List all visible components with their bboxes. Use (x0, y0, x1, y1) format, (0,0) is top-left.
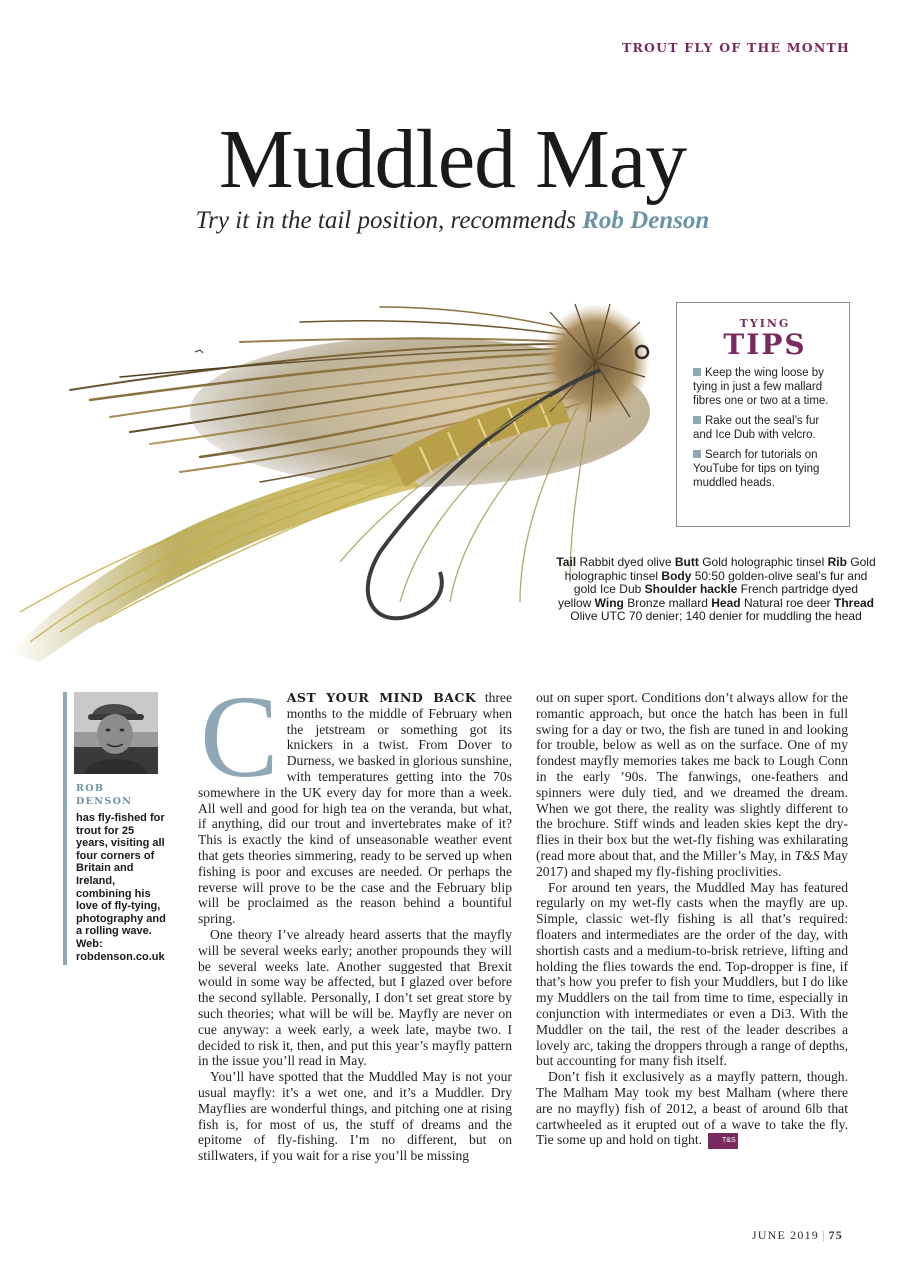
magazine-name: T&S (794, 847, 820, 863)
body-paragraph: One theory I’ve already heard asserts that the mayfly will be several weeks early; another propounds they will be several weeks late. Another suggested that Brexit would in some way be affected, but I glazed over before the second syllable. Personally, I don’t set great store by such theories; what will be will be. Mayfly are never on cue anyway: a week early, a week late, maybe two. I decided to risk it, then, and put this year’s mayfly pattern in the issue you’ll read in May. (198, 926, 512, 1069)
body-column-2 (536, 690, 848, 1149)
author-first-name: ROB (76, 783, 105, 794)
drop-cap: C (200, 671, 279, 802)
recipe-key: Body (661, 568, 692, 583)
stray-fibre (195, 350, 203, 353)
end-mark-icon: T&S (708, 1133, 738, 1149)
folio-separator: | (821, 1228, 826, 1242)
bullet-square-icon (693, 450, 701, 458)
recipe-value: Gold holographic tinsel (698, 555, 828, 569)
body-column-1 (198, 671, 512, 1164)
recipe-key: Rib (827, 555, 847, 569)
recipe-value: French partridge dyed yellow (557, 582, 859, 610)
body-paragraph (536, 690, 848, 880)
paragraph-text: three months to the middle of February when the jetstream or something got its knickers in a twist. From Dover to Durness, we basked in glorious sunshine, with temperatures getting into the 70s somewhere in the UK every day for more than a week. All well and good for high tea on the veranda, but what, if anything, did our trout and invertebrates make of it? This is exactly the kind of unseasonable weather event that gets theories simmering, ready to be served up when fishing is poor and excuses are needed. Or perhaps the reverse will prove to be the case and the February blip will be proclaimed as the reason behind a bountiful spring. (198, 690, 512, 927)
page-number: 75 (828, 1228, 843, 1242)
recipe-value: Gold holographic tinsel (564, 555, 876, 583)
recipe-value: 50:50 golden-olive seal’s fur and gold Ice Dub (573, 568, 868, 597)
author-last-name: DENSON (76, 796, 133, 807)
body-paragraph: You’ll have spotted that the Muddled May is not your usual mayfly: it’s a wet one, and it’s a Muddler. Dry Mayflies are wonderful things, and pitching one at rising fish is, for most of us, the stuff of dreams and the epitome of fly-fishing. I’m no different, but on stillwaters, if you wait for a rise you’ll be missing (198, 1069, 512, 1164)
tip-text: Keep the wing loose by tying in just a few mallard fibres one or two at a time. (693, 367, 829, 407)
bio-accent-bar (63, 692, 67, 965)
tips-label-small: TYING (739, 317, 791, 330)
tip-item (693, 366, 837, 408)
recipe-value: Natural roe deer (740, 595, 834, 610)
tip-item (693, 448, 837, 490)
paragraph-text: out on super sport. Conditions don’t always allow for the romantic approach, but once the hatch has been in full swing for a day or two, the fish are tuned in and looking for trouble, below as well as on the surface. One of my fondest mayfly memories takes me back to Lough Conn in the early ’90s. The fanwings, one-feathers and spinners were duly tied, and we dreamed the dream. When we got there, the reality was slightly different to the brochure. Stiff winds and leaden skies kept the dry-flies in their box but the wet-fly fishing was exhilarating (read more about that, and the Miller’s May, in (536, 690, 848, 863)
section-kicker: TROUT FLY OF THE MONTH (621, 40, 850, 55)
lead-in: AST YOUR MIND BACK (286, 690, 477, 705)
standfirst (0, 207, 905, 235)
tail (10, 457, 420, 662)
author-name (76, 782, 156, 808)
author-photo (74, 692, 158, 774)
body-paragraph (536, 1069, 848, 1149)
recipe-key: Shoulder hackle (644, 582, 738, 597)
tying-tips-box (676, 302, 850, 527)
article-title: Muddled May (218, 113, 687, 206)
body-paragraph (198, 671, 512, 927)
fly-recipe (556, 556, 876, 624)
standfirst-text: Try it in the tail position, recommends (195, 207, 583, 234)
issue-date: JUNE 2019 (751, 1228, 819, 1242)
tip-text: Search for tutorials on YouTube for tips on tying muddled heads. (693, 449, 820, 489)
paragraph-text: Don’t fish it exclusively as a mayfly pattern, though. The Malham May took my best Malham (where there are no mayfly) fish of 2012, a beast of around 6lb that cartwheeled as it erupted out of a wave to take the fly. Tie some up and hold on tight. (536, 1069, 848, 1148)
recipe-key: Wing (594, 595, 624, 610)
paragraph-text: May 2017) and shaped my fly-fishing proclivities. (536, 847, 848, 879)
recipe-value: Olive UTC 70 denier; 140 denier for muddling the head (570, 609, 862, 624)
tip-item (693, 414, 837, 442)
bullet-square-icon (693, 416, 701, 424)
body-paragraph: For around ten years, the Muddled May has featured regularly on my wet-fly casts when the mayfly are up. Simple, classic wet-fly fishing is all that’s required: floaters and intermediates are the order of the day, with shortish casts and a medium-to-brisk retrieve, lifting and holding the flies towards the end. Top-dropper is fine, if that’s how you prefer to fish your Muddlers, but I do like my Muddlers on the tail from time to time, especially in conjunction with intermediates or even a Di3. With the Muddler on the tail, the rest of the leader describes a lovely arc, taking the droppers through a range of depths, but accounting for many fish itself. (536, 879, 848, 1069)
standfirst-author: Rob Denson (582, 207, 710, 234)
page-folio (752, 1228, 843, 1243)
tip-text: Rake out the seal’s fur and Ice Dub with velcro. (693, 415, 820, 441)
recipe-key: Butt (674, 555, 699, 569)
recipe-value: Rabbit dyed olive (576, 555, 675, 569)
author-bio: has fly-fished for trout for 25 years, visiting all four corners of Britain and Ireland, combining his love of fly-tying, photography and a rolling wave. Web: robdenson.co.uk (76, 812, 166, 963)
tips-label-big: TIPS (723, 328, 807, 361)
recipe-key: Tail (556, 555, 577, 569)
bullet-square-icon (693, 368, 701, 376)
recipe-value: Bronze mallard (623, 595, 712, 610)
recipe-key: Head (711, 595, 741, 610)
recipe-key: Thread (834, 595, 875, 610)
